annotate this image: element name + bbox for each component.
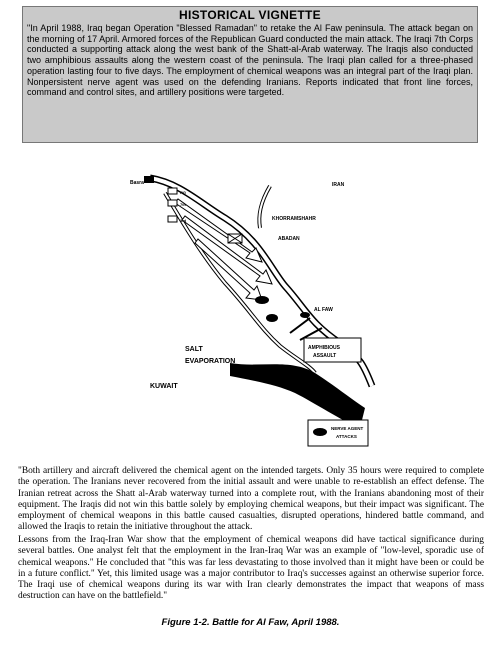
- label-basra: Basra: [130, 180, 144, 186]
- label-al-faw: AL FAW: [314, 307, 333, 313]
- legend-nerve-agent-line1: NERVE AGENT: [331, 426, 364, 431]
- label-khorramshahr: KHORRAMSHAHR: [272, 216, 316, 222]
- legend-nerve-agent-line2: ATTACKS: [336, 434, 357, 439]
- legend-amphibious-line2: ASSAULT: [313, 353, 337, 359]
- figure-caption: Figure 1-2. Battle for Al Faw, April 1988.: [161, 617, 340, 628]
- legend-amphibious-line1: AMPHIBIOUS: [308, 345, 340, 351]
- al-faw-battle-map: [110, 158, 410, 448]
- label-salt: SALT: [185, 346, 203, 353]
- amphibious-assault-arrow-1: [290, 318, 310, 333]
- body-paragraph-2: Lessons from the Iraq-Iran War show that the employment of chemical weapons did have tactical significance during several battles. One analyst felt that the employment in the Iran-Iraq War was an example of "low-level, sporadic use of chemical weapons." He concluded that "this was far less devastating to those involved than it might have been or could be in a future conflict." Yet, this limited usage was a major contributor to Iraq's successes against an otherwise superior force. The Iraqi use of chemical weapons during its war with Iran clearly demonstrates the impact that weapons of mass destruction can have on the battlefield.": [18, 535, 484, 602]
- khor-abdullah: [230, 363, 365, 428]
- label-evaporation: EVAPORATION: [185, 358, 236, 365]
- unit-c-label: 3rd: [180, 218, 187, 223]
- vignette-text: "In April 1988, Iraq began Operation "Blessed Ramadan" to retake the Al Faw peninsula. The attack began on the morning of 17 April. Armored forces of the Republican Guard conducted the main attack. The Iraqi 7th Corps conducted a supporting attack along the west bank of the Shatt-al-Arab waterway. The Iraqis also conducted two amphibious assaults along the western coast of the peninsula. The Iraqi plan called for a three-phased operation lasting four to five days. The employment of chemical weapons was an integral part of the Iraqi plan. Nonpersistent nerve agent was used on the defending Iranians. Reports indicated that front line forces, command and control sites, and artillery positions were targeted.: [27, 23, 473, 98]
- unit-box-a: [168, 188, 177, 194]
- nerve-agent-attack-2: [266, 314, 278, 322]
- vignette-title: HISTORICAL VIGNETTE: [179, 8, 321, 22]
- historical-vignette-box: [22, 6, 478, 143]
- label-abadan: ABADAN: [278, 236, 300, 242]
- label-kuwait: KUWAIT: [150, 383, 178, 390]
- legend-nerve-agent-swatch: [313, 428, 327, 436]
- body-paragraph-1: "Both artillery and aircraft delivered the chemical agent on the intended targets. Only 35 hours were required to complete the operation. The Iranians never recovered from the initial assault and were unable to re-establish an effect defense. The Iranian retreat across the Shatt al-Arab waterway turned into a complete rout, with the Iranians abandoning most of their equipment. The Iraqis did not win this battle solely by employing chemical weapons, but their impact was significant. The employment of chemical weapons in this battle caused casualties, disrupted operations, hindered battle command, and allowed the Iraqis to retain the initiative throughout the attack.: [18, 466, 484, 533]
- label-iran: IRAN: [332, 182, 345, 188]
- unit-b-label: 7th: [180, 202, 186, 207]
- basra-city-symbol: [144, 176, 154, 183]
- unit-box-c: [168, 216, 177, 222]
- nerve-agent-attack-1: [255, 296, 269, 304]
- nerve-agent-attack-3: [300, 312, 310, 318]
- unit-a-label: RG: [180, 190, 186, 195]
- unit-box-b: [168, 200, 177, 206]
